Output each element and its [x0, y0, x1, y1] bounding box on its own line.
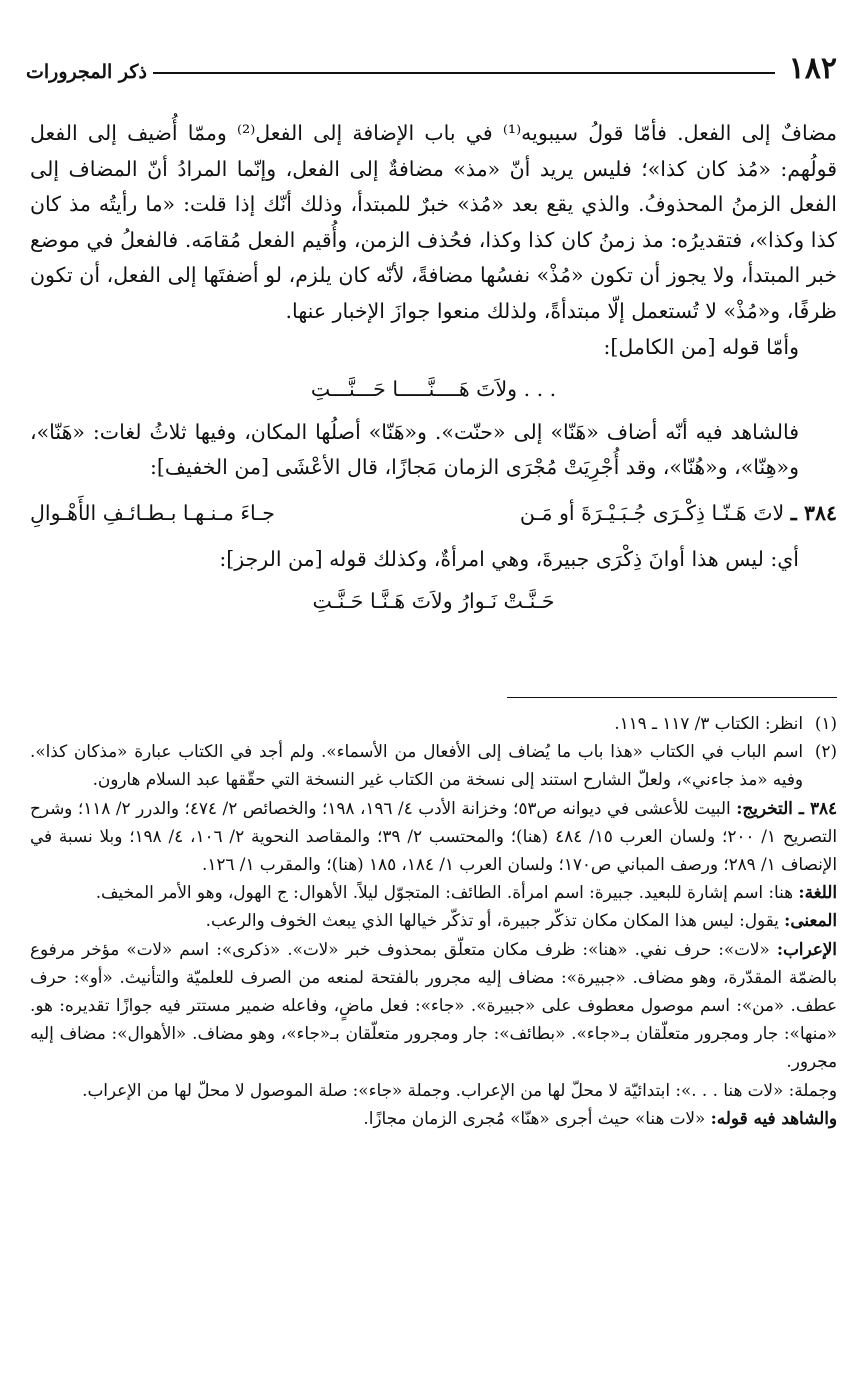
footnote-text: انظر: الكتاب ٣/ ١١٧ ـ ١١٩.: [614, 713, 803, 733]
verse-hemistich-first: لاتَ هَـنّـا ذِكْـرَى جُـبَـيْـرَةَ أو مَـن: [519, 500, 785, 525]
footnotes: [30, 709, 837, 1132]
footnote-mark: (٢): [814, 741, 837, 762]
note-text: وجملة: «لات هنا . . .»: ابتدائيّة لا محلّ لها من الإعراب. وجملة «جاء»: صلة الموصول لا محلّ لها من الإعراب.: [82, 1079, 837, 1100]
paragraph: مضافٌ إلى الفعل. فأمّا قولُ سيبويه⁽¹⁾ في باب الإضافة إلى الفعل⁽²⁾ وممّا أُضيف إلى الفعل قولُهم: «مُذ كان كذا»؛ فليس يريد أنّ «مذ» مضافةٌ إلى الفعل، وإنّما المرادُ أنّ المضاف إلى الفعل الزمنُ المحذوفُ. والذي يقع بعد «مُذ» خبرٌ للمبتدأ، وذلك أنّك إذا قلت: «ما رأيتُه مذ كان كذا وكذا»، فتقديرُه: مذ زمنُ كان كذا وكذا، فحُذف الزمن، وأُقيم الفعل مُقامَه. فالفعلُ في موضع خبر المبتدأ، ولا يجوز أن تكون «مُذْ» نفسُها مضافةً، لأنّه كان يلزم، لو أضفتَها إلى الفعل، أن تكون ظرفًا، و«مُذْ» لا تُستعمل إلّا مبتدأةً، ولذلك منعوا جوازَ الإخبار عنها.: [30, 121, 837, 323]
footnote-mark: (١): [814, 713, 837, 733]
note-text: «لات»: حرف نفي. «هنا»: ظرف مكان متعلّق بمحذوف خبر «لات». «ذكرى»: اسم «لات» مؤخر مرفوع بالضمّة المقدّرة، وهو مضاف. «جبيرة»: مضاف إليه مجرور بالفتحة لمنعه من الصرف للعلميّة والتأنيث. «أو»: حرف عطف. «من»: اسم موصول معطوف على «جبيرة». «جاء»: فعل ماضٍ، وفاعله ضمير مستتر فيه جوازًا تقديره: هو. «منها»: جار ومجرور متعلّقان بـ«جاء». «بطائف»: جار ومجرور متعلّقان بـ«جاء»، وهو مضاف. «الأهوال»: مضاف إليه مجرور.: [30, 938, 837, 1072]
note-lugha: [30, 878, 837, 906]
footnote-1: [30, 709, 837, 737]
page-header: [26, 48, 837, 84]
note-mana: [30, 906, 837, 934]
footnote-rule: [507, 697, 837, 698]
note-text: يقول: ليس هذا المكان مكان تذكّر جبيرة، أو تذكّر خيالها الذي يبعث الخوف والرعب.: [205, 910, 779, 931]
header-rule: [153, 72, 775, 74]
note-shahid: [30, 1104, 837, 1132]
page-number: ١٨٢: [788, 51, 837, 86]
note-label: المعنى:: [784, 910, 837, 931]
note-label: الإعراب:: [776, 938, 837, 959]
note-text: «لات هنا» حيث أجرى «هنّا» مُجرى الزمان مجازًا.: [363, 1107, 706, 1128]
note-text: البيت للأعشى في ديوانه ص٥٣؛ وخزانة الأدب ٤/ ١٩٦، ١٩٨؛ والخصائص ٢/ ٤٧٤؛ والدرر ٢/ ١١٨؛ وشرح التصريح ١/ ٢٠٠؛ ولسان العرب ١٥/ ٤٨٤ (هنا)؛ والمحتسب ٢/ ٣٩؛ والمقاصد النحوية ٢/ ١٠٦، ٤/ ١٩٨؛ وبلا نسبة في الإنصاف ١/ ٢٨٩؛ ورصف المباني ص١٧٠؛ ولسان العرب ١/ ١٨٤، ١٨٥ (هنا)؛ والمقرب ١/ ١٢٦.: [30, 797, 837, 875]
note-label: اللغة:: [798, 882, 837, 903]
running-title: ذكر المجرورات: [26, 61, 147, 83]
paragraph: فالشاهد فيه أنّه أضاف «هَنّا» إلى «حنّت». و«هَنّا» أصلُها المكان، وفيها ثلاثُ لغات: «هَنّا»، و«هِنّا»، و«هُنّا»، وقد أُجْرِيَتْ مُجْرَى الزمان مَجازًا، قال الأعْشَى [من الخفيف]:: [30, 419, 799, 480]
verse-number: ٣٨٤ ـ: [790, 500, 837, 525]
verse-384: [30, 496, 837, 532]
note-takhrij: [30, 794, 837, 879]
footnote-2: [30, 737, 837, 793]
paragraph: وأمّا قوله [من الكامل]:: [603, 334, 799, 359]
verse-line: . . . ولاَتَ هَــــنَّـــــا حَـــنَّـــتِ: [310, 377, 557, 402]
footnote-text: اسم الباب في الكتاب «هذا باب ما يُضاف إلى الأفعال من الأسماء». ولم أجد في الكتاب عبارة «مذكان كذا». وفيه «مذ جاءني»، ولعلّ الشارح استند إلى نسخة من الكتاب غير النسخة التي حقّقها عبد السلام هارون.: [30, 741, 803, 790]
verse-hemistich-second: جـاءَ مـنـهـا بـطـائـفِ الأَهْـوالِ: [30, 500, 275, 525]
note-text: هنا: اسم إشارة للبعيد. جبيرة: اسم امرأة. الطائف: المتجوّل ليلاً. الأهوال: ج الهول، وهو الأمر المخيف.: [95, 882, 794, 903]
note-jumla: [30, 1076, 837, 1104]
note-irab: [30, 935, 837, 1076]
note-label: والشاهد فيه قوله:: [710, 1107, 837, 1128]
main-text: [30, 116, 837, 627]
paragraph: أي: ليس هذا أوانَ ذِكْرَى جبيرةَ، وهي امرأةٌ، وكذلك قوله [من الرجز]:: [219, 546, 799, 571]
verse-line: حَـنَّـتْ نَـوارُ ولاَتَ هَـنَّـا حَـنَّـتِ: [312, 589, 555, 614]
note-label: ٣٨٤ ـ التخريج:: [736, 797, 837, 818]
